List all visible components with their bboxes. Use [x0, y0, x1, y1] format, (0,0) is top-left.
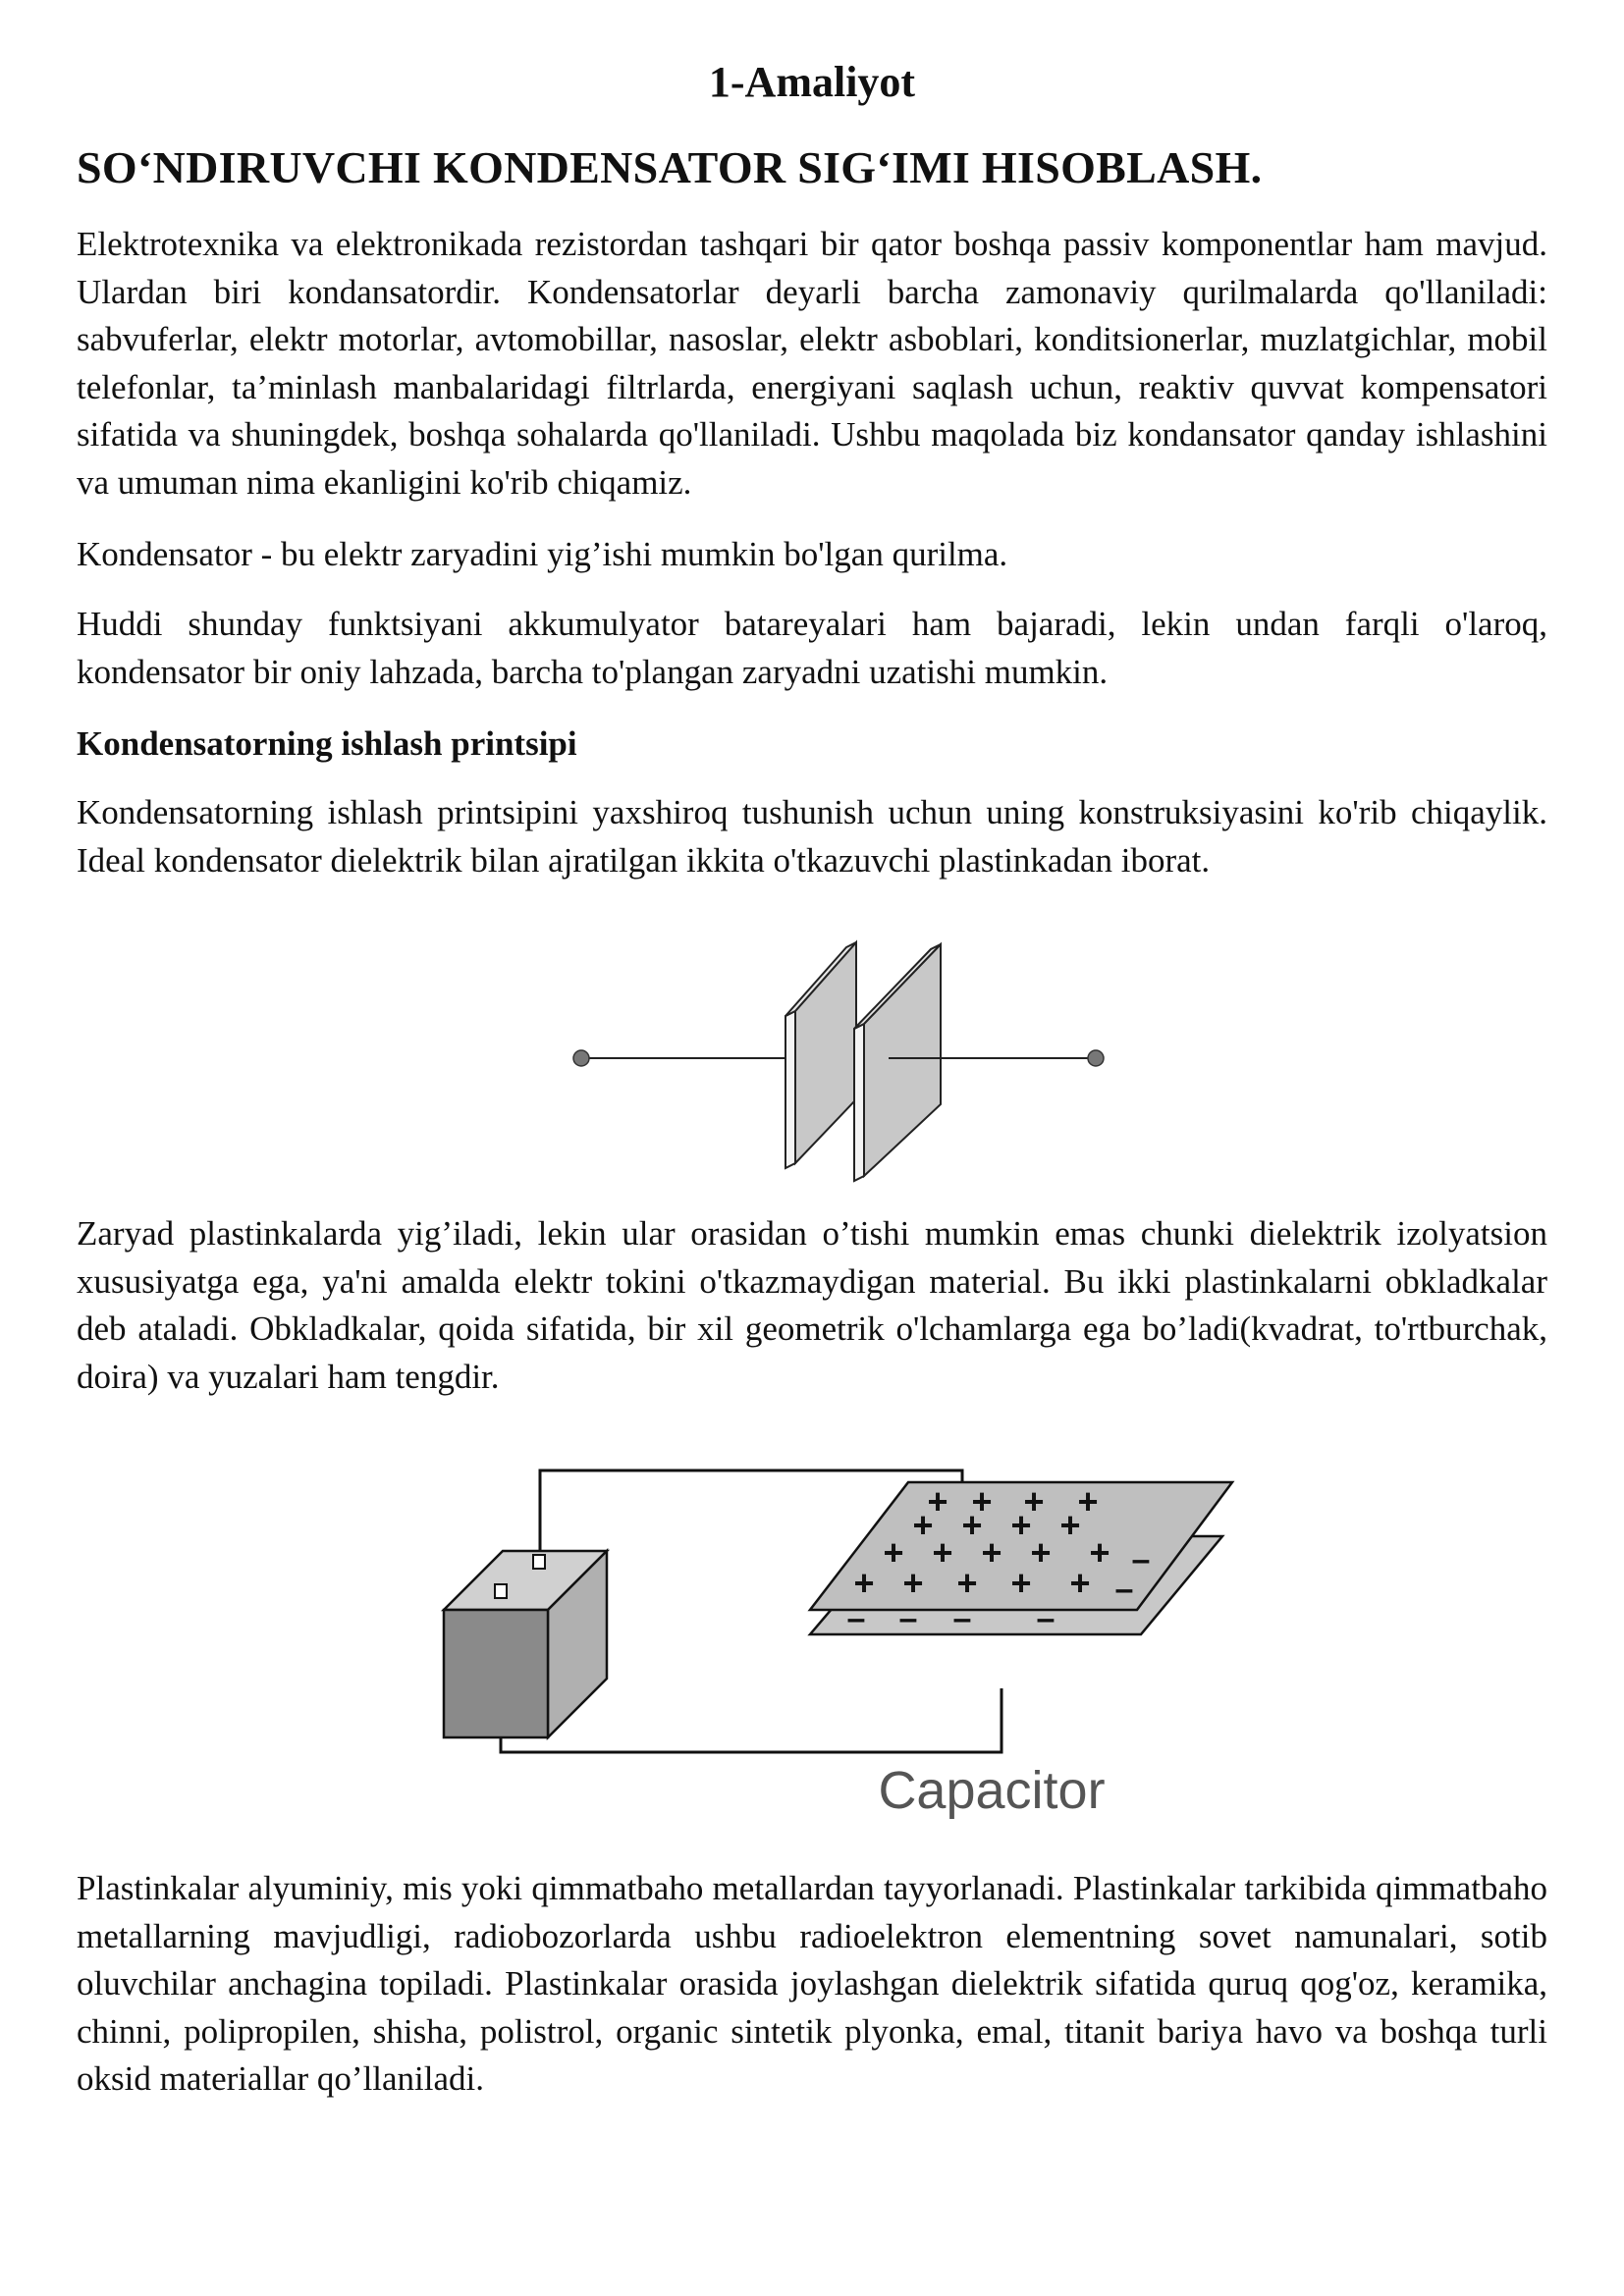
capacitor-circuit-figure	[432, 1453, 1247, 1836]
battery-icon	[444, 1551, 607, 1737]
definition-paragraph: Kondensator - bu elektr zaryadini yig’ishi mumkin bo'lgan qurilma.	[77, 535, 1008, 573]
plus-sign-15: +	[956, 1563, 978, 1603]
plus-sign-11: +	[1030, 1532, 1052, 1573]
minus-sign-18: –	[1131, 1541, 1151, 1578]
plus-sign-3: +	[1077, 1481, 1099, 1522]
plus-sign-10: +	[981, 1532, 1002, 1573]
plus-sign-8: +	[883, 1532, 904, 1573]
lab-number: 1-Amaliyot	[708, 58, 916, 106]
plus-sign-4: +	[912, 1505, 934, 1545]
parallel-plate-figure	[550, 913, 1119, 1188]
principle-paragraph: Kondensatorning ishlash printsipini yaxshiroq tushunish uchun uning konstruksiyasini ko'rib chiqaylik. Ideal kondensator dielektrik bilan ajratilgan ikkita o'tkazuvchi plastinkadan iborat.	[77, 793, 1547, 880]
plus-sign-1: +	[971, 1481, 993, 1522]
plus-sign-2: +	[1023, 1481, 1045, 1522]
materials-paragraph: Plastinkalar alyuminiy, mis yoki qimmatbaho metallardan tayyorlanadi. Plastinkalar tarkibida qimmatbaho metallarning mavjudligi, radiobozorlarda ushbu radioelektron elementning sovet namunalari, sotib oluvchilar anchagina topiladi. Plastinkalar orasida joylashgan dielektrik sifatida quruq qog'oz, keramika, chinni, polipropilen, shisha, polistrol, organic sintetik plyonka, emal, titanit bariya havo va boshqa turli oksid materiallar qo’llaniladi.	[77, 1869, 1547, 2099]
plus-sign-7: +	[1059, 1505, 1081, 1545]
charge-paragraph: Zaryad plastinkalarda yig’iladi, lekin ular orasidan o’tishi mumkin emas chunki dielektrik izolyatsion xususiyatga ega, ya'ni amalda elektr tokini o'tkazmaydigan material. Bu ikki plastinkalarni obkladkalar deb ataladi. Obkladkalar, qoida sifatida, bir xil geometrik o'lchamlarga ega bo’ladi(kvadrat, to'rtburchak, doira) va yuzalari ham tengdir.	[77, 1214, 1547, 1396]
minus-sign-23: –	[1036, 1600, 1056, 1637]
intro-paragraph: Elektrotexnika va elektronikada rezistordan tashqari bir qator boshqa passiv komponentlar ham mavjud. Ulardan biri kondansatordir. Kondensatorlar deyarli barcha zamonaviy qurilmalarda qo'llaniladi: sabvuferlar, elektr motorlar, avtomobillar, nasoslar, elektr asboblari, konditsionerlar, muzlatgichlar, mobil telefonlar, ta’minlash manbalaridagi filtrlarda, energiyani saqlash uchun, reaktiv quvvat kompensatori sifatida va shuningdek, boshqa sohalarda qo'llaniladi. Ushbu maqolada biz kondansator qanday ishlashini va umuman nima ekanligini ko'rib chiqamiz.	[77, 225, 1547, 502]
plus-sign-6: +	[1010, 1505, 1032, 1545]
minus-sign-22: –	[952, 1600, 972, 1637]
plus-sign-12: +	[1089, 1532, 1110, 1573]
plus-sign-9: +	[932, 1532, 953, 1573]
minus-sign-21: –	[898, 1600, 918, 1637]
plus-sign-13: +	[853, 1563, 875, 1603]
plus-sign-14: +	[902, 1563, 924, 1603]
left-terminal-dot	[573, 1050, 589, 1066]
plus-sign-5: +	[961, 1505, 983, 1545]
minus-sign-20: –	[846, 1600, 866, 1637]
minus-sign-19: –	[1114, 1571, 1134, 1608]
figure-caption: Capacitor	[878, 1761, 1106, 1820]
comparison-paragraph: Huddi shunday funktsiyani akkumulyator batareyalari ham bajaradi, lekin undan farqli o'laroq, kondensator bir oniy lahzada, barcha to'plangan zaryadni uzatishi mumkin.	[77, 605, 1547, 691]
plus-sign-16: +	[1010, 1563, 1032, 1603]
principle-heading: Kondensatorning ishlash printsipi	[77, 724, 577, 763]
right-terminal-dot	[1088, 1050, 1104, 1066]
plus-sign-17: +	[1069, 1563, 1091, 1603]
left-plate-side	[785, 1011, 795, 1168]
page-title: SO‘NDIRUVCHI KONDENSATOR SIG‘IMI HISOBLASH.	[77, 142, 1263, 192]
right-plate-side	[854, 1024, 864, 1181]
plus-sign-0: +	[927, 1481, 948, 1522]
